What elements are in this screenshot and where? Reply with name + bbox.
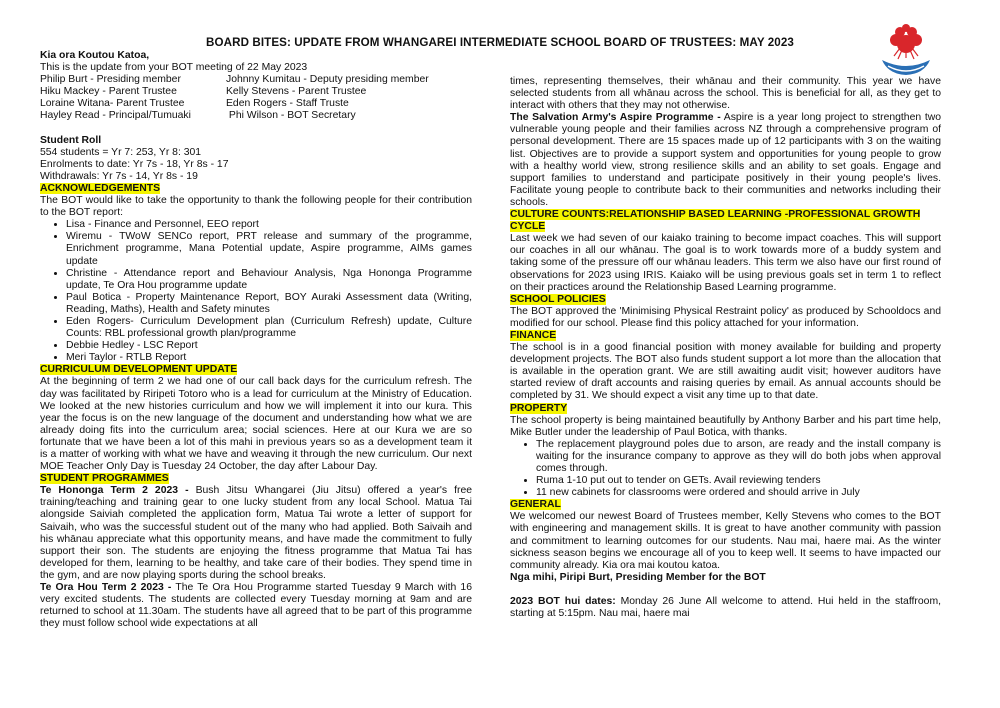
orahou-title: Te Ora Hou Term 2 2023 - [40,582,172,594]
curriculum-body: At the beginning of term 2 we had one of our call back days for the curriculum refresh. The day was facilitated by Riripeti Totoro who is a lead for curriculum at the Ministry of Education. We looked at the new histories curriculum and how we will implement it into our kura. This year the focus is on the new language of the document and understanding how what we are already doing fits into the curriculum area; social sciences. Here at our Kura we are so fortunate that we have been a lot of this mahi in previous years so as a development team it is a matter of working with what we have and weaving it through the new curriculum. Our next MOE Teacher Only Day is Tuesday 24 October, the day after Labour Day. [40,376,472,473]
curriculum-heading: CURRICULUM DEVELOPMENT UPDATE [40,364,238,376]
roll-line: 554 students = Yr 7: 253, Yr 8: 301 [40,146,202,158]
general-heading: GENERAL [510,499,561,511]
list-item: • Eden Rogers- Curriculum Development plan (Curriculum Refresh) update, Culture Counts: RBL professional growth plan/programme [66,316,472,340]
right-column [510,76,941,620]
aspire-paragraph: The Salvation Army's Aspire Programme - Aspire is a year long project to strengthen two vulnerable young people and their families across NZ through a comprehensive program of personal development. There are 15 spaces made up of 12 participants with 3 on the waiting list. Objectives are to provide a support system and opportunities for young people to grow with a healthy world view, strong resilience skills and an ability to set goals. Engage and support families to understand and participate positively in their young people's lives. Facilitate young people to contribute back to their communities and networks including their schools. [510,112,941,208]
page-title: BOARD BITES: UPDATE FROM WHANGAREI INTERMEDIATE SCHOOL BOARD OF TRUSTEES: MAY 2023 [206,36,794,49]
student-roll-heading: Student Roll [40,134,102,146]
aspire-title: The Salvation Army's Aspire Programme - [510,112,721,124]
member-row: Loraine Witana- Parent Trustee Eden Rogers - Staff Truste [40,98,349,110]
culture-counts-body: Last week we had seven of our kaiako training to become impact coaches. This will support our coaches in all our whānau. The goal is to work towards more of a buddy system and taking some of the pressure off our whānau leaders. This term we also have our first round of observations for 2023 using IRIS. Kaiako will be using previous goals set in term 1 to reflect on their practices around the Relationship Based Learning programme. [510,233,941,293]
student-programmes-heading: STUDENT PROGRAMMES [40,473,169,485]
member-row: Philip Burt - Presiding member Johnny Kumitau - Deputy presiding member [40,74,429,86]
left-column [40,50,472,630]
acknowledgements-heading: ACKNOWLEDGEMENTS [40,182,161,194]
list-item: • Christine - Attendance report and Behaviour Analysis, Nga Hononga Programme update, Te Ora Hou programme update [66,268,472,292]
roll-line: Withdrawals: Yr 7s - 14, Yr 8s - 19 [40,170,198,182]
pohutukawa-flower-logo-icon [878,22,934,78]
hononga-paragraph: Te Hononga Term 2 2023 - Bush Jitsu Whangarei (Jiu Jitsu) offered a year's free training/teaching and training gear to one lucky student from any local School. Matua Tai alongside Saiviah completed the application form, Matua Tai wrote a letter of support for Saivaih, who was the successful student out of the many who had applied. Both Saivaih and his whānau appreciate what this opportunity means, and have made the commitment to fully support their son. The students are enjoying the fitness programme that Matua Tai has developed for them, learning to be healthy, and take care of their bodies. They spend time in the gym, and are now playing sports during the school breaks. [40,485,473,581]
member-row: Hayley Read - Principal/Tumuaki Phi Wilson - BOT Secretary [40,110,356,122]
acknowledgements-intro: The BOT would like to take the opportunity to thank the following people for their contribution to the BOT report: [40,195,472,219]
list-item: • Ruma 1-10 put out to tender on GETs. Avail reviewing tenders [536,475,941,487]
list-item: • Lisa - Finance and Personnel, EEO report [66,219,472,231]
list-item: • Paul Botica - Property Maintenance Report, BOY Auraki Assessment data (Writing, Reading, Maths), Health and Safety minutes [66,292,472,316]
signoff: Nga mihi, Piripi Burt, Presiding Member for the BOT [510,571,766,583]
member-list [40,74,472,122]
school-logo [878,22,934,78]
list-item: • 11 new cabinets for classrooms were ordered and should arrive in July [536,487,941,499]
property-heading: PROPERTY [510,402,568,414]
greeting: Kia ora Koutou Katoa, [40,50,150,61]
list-item: • Debbie Hedley - LSC Report [66,340,472,352]
intro-text: This is the update from your BOT meeting of 22 May 2023 [40,62,308,74]
orahou-continued: times, representing themselves, their whānau and their community. This year we have selected students from all whānau across the school. This is beneficial for all, as they get to interact with others that they may not otherwise. [510,76,941,112]
roll-line: Enrolments to date: Yr 7s - 18, Yr 8s - 17 [40,158,229,170]
culture-counts-heading: CULTURE COUNTS:RELATIONSHIP BASED LEARNING -PROFESSIONAL GROWTH CYCLE [510,209,921,233]
list-item: • The replacement playground poles due to arson, are ready and the install company is waiting for the insurance company to approve as they will do both jobs when approval comes through. [536,439,941,475]
finance-body: The school is in a good financial position with money available for building and property development projects. The BOT also funds student support a lot more than the allocation that is available in the operation grant. We are still awaiting audit visit; however auditors have started review of draft accounts and raising queries by email. As annual accounts should be completed by 31. We should expect a visit any time up to that date. [510,342,941,402]
general-body: We welcomed our newest Board of Trustees member, Kelly Stevens who comes to the BOT with engineering and management skills. It is great to have another community with passion and commitment to learning outcomes for our students. Nau mai, haere mai. As the winter sickness season begins we encourage all of you to keep well. It seems to have impacted our community already. Kia ora mai koutou katoa. [510,511,941,571]
member-row: Hiku Mackey - Parent Trustee Kelly Stevens - Parent Trustee [40,86,367,98]
hononga-title: Te Hononga Term 2 2023 - [40,485,189,497]
orahou-paragraph: Te Ora Hou Term 2 2023 - The Te Ora Hou Programme started Tuesday 9 March with 16 very excited students. The students are collected every Tuesday morning at 9am and are returned to school at 11.30am. The students have all agreed that to be part of this programme they must follow school wide expectations at all [40,582,472,630]
list-item: • Meri Taylor - RTLB Report [66,352,472,364]
hui-dates: 2023 BOT hui dates: Monday 26 June All welcome to attend. Hui held in the staffroom, starting at 5:15pm. Nau mai, haere mai [510,595,941,620]
finance-heading: FINANCE [510,329,557,341]
property-list [510,439,941,499]
school-policies-heading: SCHOOL POLICIES [510,293,606,305]
list-item: • Wiremu - TWoW SENCo report, PRT release and summary of the programme, Enrichment programme, Mana Potential update, Aspire programme, AIMs games update [66,231,472,267]
school-policies-body: The BOT approved the 'Minimising Physical Restraint policy' as produced by Schooldocs and modified for our school. Please find this policy attached for your information. [510,305,941,329]
property-body: The school property is being maintained beautifully by Anthony Barber and his part time help, Mike Butler under the leadership of Paul Botica, with thanks. [510,414,941,438]
acknowledgements-list [40,219,472,364]
hui-label: 2023 BOT hui dates: [510,595,616,607]
